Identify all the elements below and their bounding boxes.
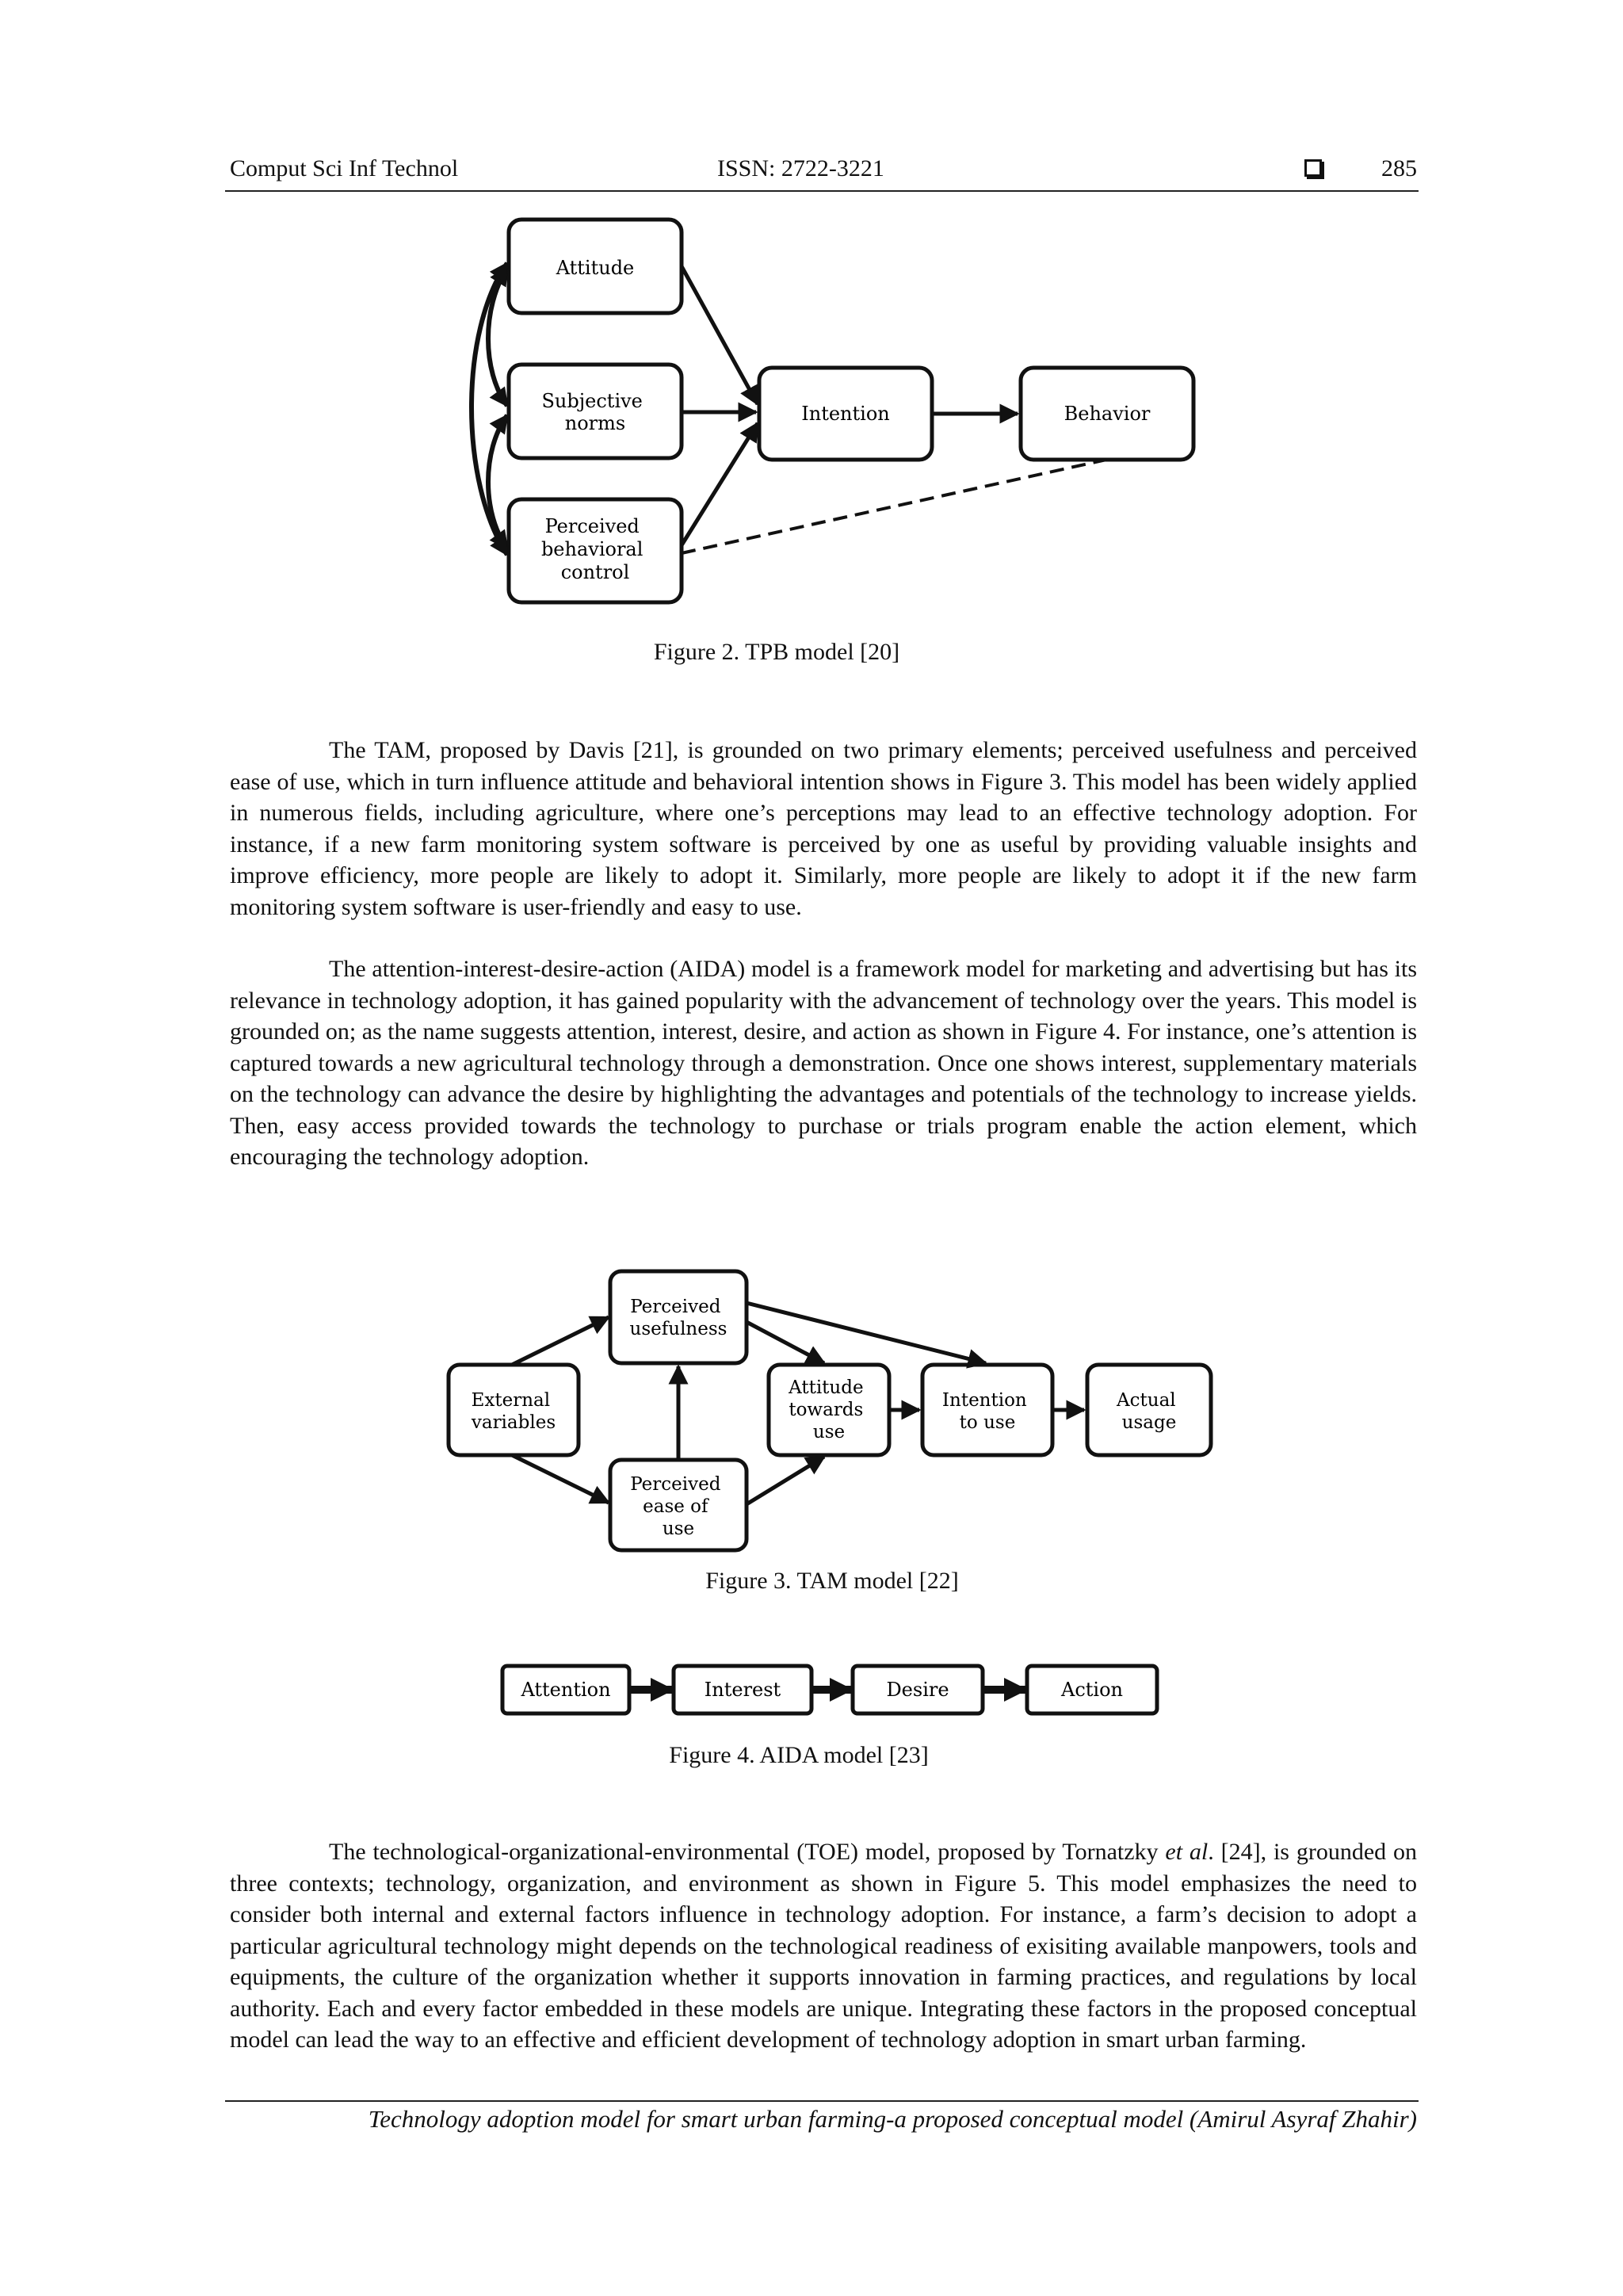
- figure-3-tam: [444, 1266, 1236, 1615]
- external-label: External variables: [471, 1390, 556, 1433]
- arrow-external-usefulness: [512, 1317, 609, 1365]
- figure-2-tpb: [444, 212, 1205, 688]
- figure-4-caption: Figure 4. AIDA model [23]: [669, 1742, 929, 1768]
- running-header: [230, 155, 1417, 190]
- tam-diagram: [444, 1266, 1228, 1553]
- paragraph-toe-before: The technological-organizational-environmental (TOE) model, proposed by Tornatzky: [329, 1839, 1166, 1865]
- page-number: 285: [1381, 155, 1417, 181]
- arrow-pbc-intention: [682, 423, 758, 545]
- paragraph-tam: [230, 735, 1417, 923]
- pbc-label: Perceived behavioral control: [540, 515, 643, 583]
- dashed-pbc-behavior: [682, 460, 1106, 553]
- arrow-usefulness-intention: [747, 1303, 986, 1363]
- attitude-label: Attitude: [556, 257, 635, 279]
- intention-label: Intention: [801, 403, 890, 425]
- usefulness-node: [610, 1271, 747, 1363]
- usefulness-label: Perceived usefulness: [629, 1297, 727, 1339]
- paragraph-toe-after: . [24], is grounded on three contexts; technology, organization, and environment as shown in Figure 5. This model emphasizes the need to consider both internal and external factors influence in technology adoption. For instance, a farm’s decision to adopt a particular agricultural technology might depends on the technological readiness of exisiting available manpowers, tools and equipments, the culture of the organization whether it supports innovation in farming practices, and regulations by local authority. Each and every factor embedded in these models are unique. Integrating these factors in the proposed conceptual model can lead the way to an effective and efficient development of technology adoption in smart urban farming.: [230, 1839, 1417, 2053]
- figure-4-aida: [498, 1661, 1163, 1788]
- running-footer: Technology adoption model for smart urban farming-a proposed conceptual model (Amirul Asyraf Zhahir): [368, 2105, 1417, 2133]
- figure-3-caption: Figure 3. TAM model [22]: [705, 1568, 959, 1594]
- subjective-norms-label: Subjective norms: [541, 390, 643, 434]
- figure-2-caption: Figure 2. TPB model [20]: [653, 639, 900, 665]
- action-label: Action: [1061, 1679, 1123, 1701]
- usage-label: Actual usage: [1117, 1390, 1177, 1433]
- header-rule: [225, 190, 1419, 192]
- paragraph-aida-text: The attention-interest-desire-action (AIDA) model is a framework model for marketing and advertising but has its relevance in technology adoption, it has gained popularity with the advancement of technology over the years. This model is grounded on; as the name suggests attention, interest, desire, and action as shown in Figure 4. For instance, one’s attention is captured towards a new agricultural technology through a demonstration. Once one shows interest, supplementary materials on the technology can advance the desire by highlighting the advantages and potentials of the technology to increase yields. Then, easy access provided towards the technology to purchase or trials program enable the action element, which encouraging the technology adoption.: [230, 956, 1417, 1170]
- behavior-label: Behavior: [1064, 403, 1151, 425]
- paragraph-aida: [230, 953, 1417, 1173]
- paragraph-toe-etal: et al: [1165, 1839, 1209, 1865]
- checkbox-icon: [1304, 159, 1322, 177]
- paragraph-tam-text: The TAM, proposed by Davis [21], is grounded on two primary elements; perceived usefulness and perceived ease of use, which in turn influence attitude and behavioral intention shows in Figure 3. This model has been widely applied in numerous fields, including agriculture, where one’s perceptions may lead to an effective technology adoption. For instance, if a new farm monitoring system software is perceived by one as useful by providing valuable insights and improve efficiency, more people are likely to adopt it. Similarly, more people are likely to adopt it if the new farm monitoring system software is user-friendly and easy to use.: [230, 737, 1417, 920]
- arrow-usefulness-attitude: [747, 1322, 824, 1363]
- interest-label: Interest: [704, 1679, 781, 1701]
- arrow-external-ease: [512, 1455, 609, 1503]
- arrow-ease-attitude: [747, 1457, 824, 1504]
- ease-label: Perceived ease of use: [630, 1474, 721, 1539]
- aida-diagram: [498, 1661, 1163, 1718]
- attention-label: Attention: [521, 1679, 611, 1701]
- footer-rule: [225, 2100, 1419, 2102]
- intention-label: Intention to use: [941, 1390, 1027, 1433]
- tpb-diagram: [444, 212, 1205, 617]
- paragraph-toe: [230, 1836, 1417, 2056]
- arrow-attitude-intention: [682, 266, 758, 404]
- attitude-label: Attitude towards use: [789, 1377, 864, 1442]
- journal-name: Comput Sci Inf Technol: [230, 155, 459, 181]
- desire-label: Desire: [886, 1679, 949, 1701]
- issn: ISSN: 2722-3221: [717, 155, 884, 181]
